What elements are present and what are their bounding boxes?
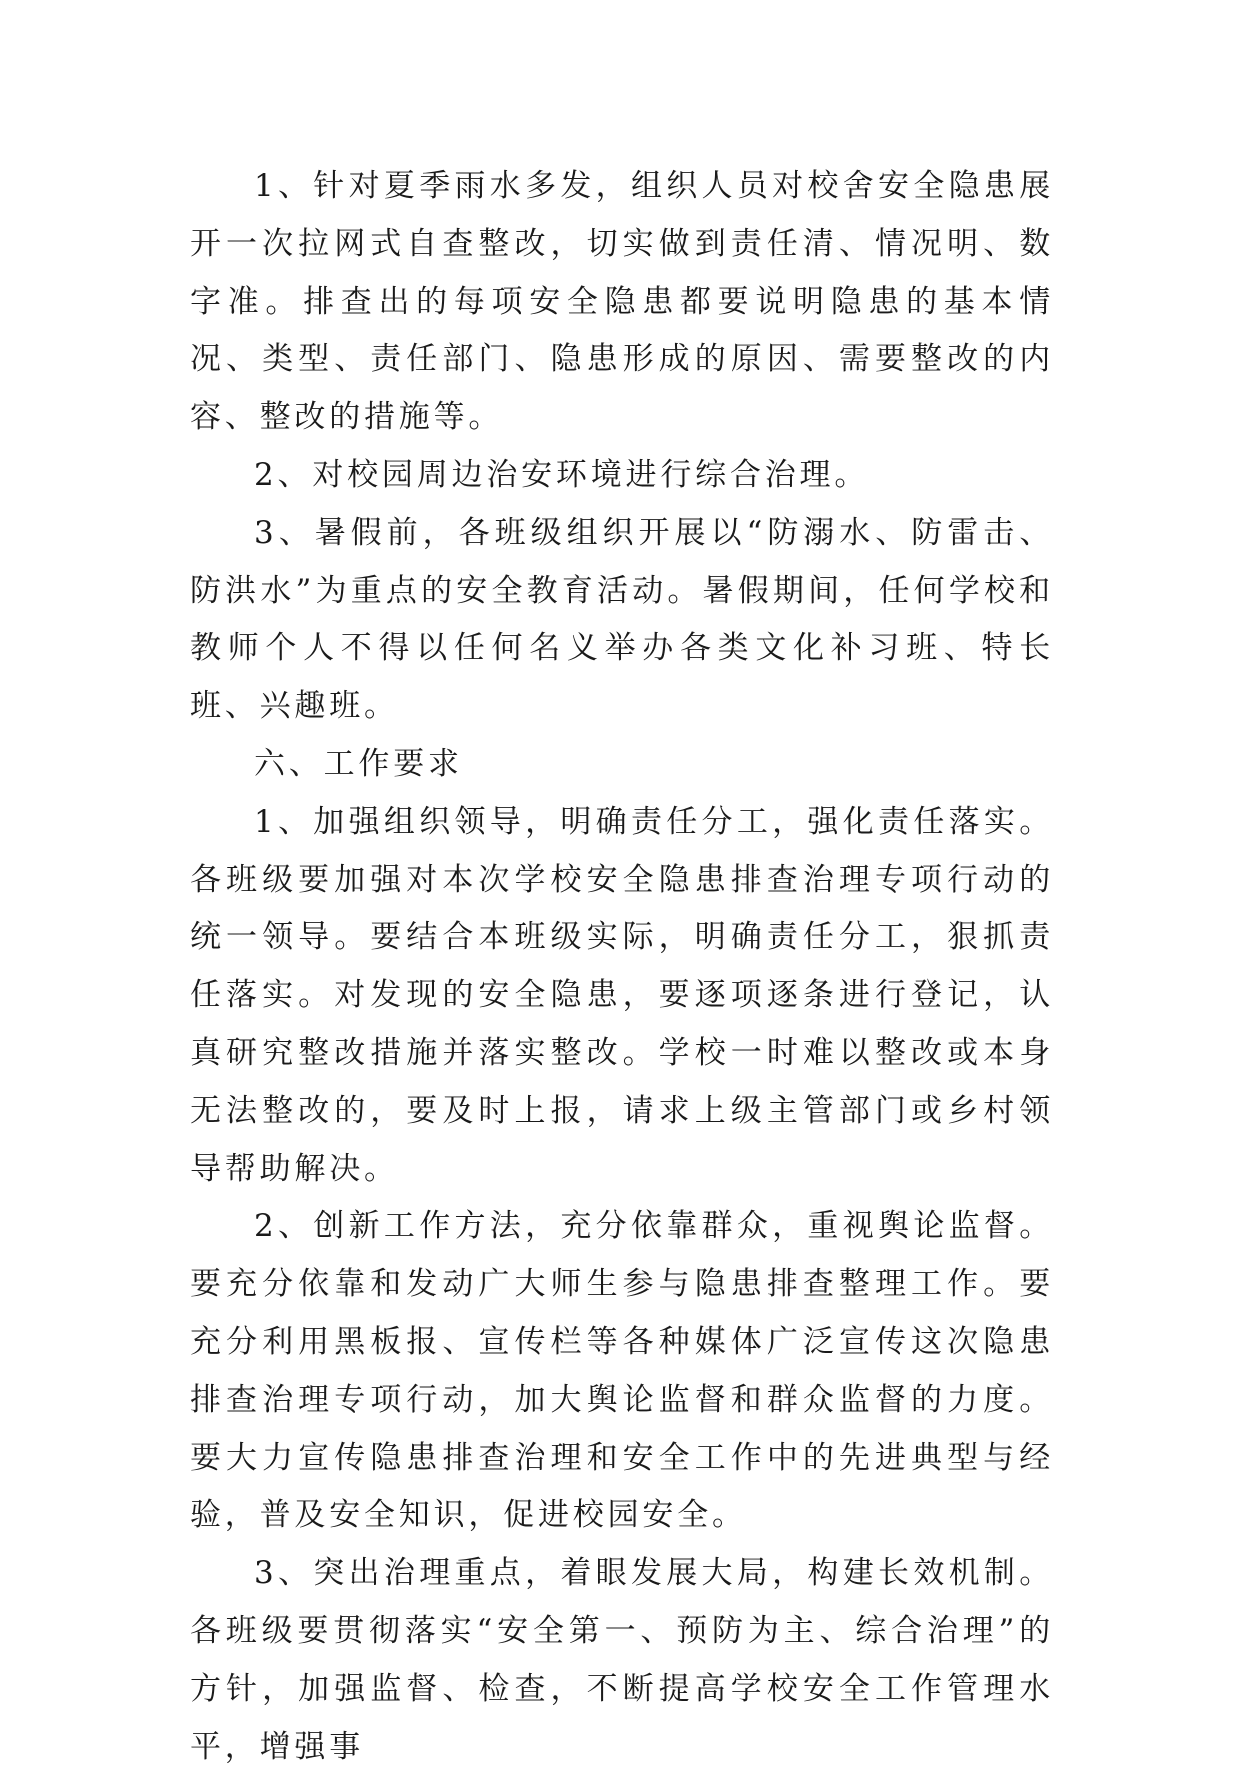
paragraph-governance-focus: 3、突出治理重点，着眼发展大局，构建长效机制。各班级要贯彻落实“安全第一、预防为主、综合治理”的方针，加强监督、检查，不断提高学校安全工作管理水平，增强事 bbox=[190, 1555, 1054, 1765]
paragraph-summer-safety-education: 3、暑假前，各班级组织开展以“防溺水、防雷击、防洪水”为重点的安全教育活动。暑假期间，任何学校和教师个人不得以任何名义举办各类文化补习班、特长班、兴趣班。 bbox=[190, 514, 1054, 725]
paragraph-inspection: 1、针对夏季雨水多发，组织人员对校舍安全隐患展开一次拉网式自查整改，切实做到责任清、情况明、数字准。排查出的每项安全隐患都要说明隐患的基本情况、类型、责任部门、隐患形成的原因、需要整改的内容、整改的措施等。 bbox=[190, 168, 1054, 436]
document-body bbox=[190, 158, 1054, 1776]
paragraph-organization-leadership: 1、加强组织领导，明确责任分工，强化责任落实。各班级要加强对本次学校安全隐患排查治理专项行动的统一领导。要结合本班级实际，明确责任分工，狠抓责任落实。对发现的安全隐患，要逐项逐条进行登记，认真研究整改措施并落实整改。学校一时难以整改或本身无法整改的，要及时上报，请求上级主管部门或乡村领导帮助解决。 bbox=[190, 803, 1054, 1187]
paragraph-work-methods: 2、创新工作方法，充分依靠群众，重视舆论监督。要充分依靠和发动广大师生参与隐患排查整理工作。要充分利用黑板报、宣传栏等各种媒体广泛宣传这次隐患排查治理专项行动，加大舆论监督和群众监督的力度。要大力宣传隐患排查治理和安全工作中的先进典型与经验，普及安全知识，促进校园安全。 bbox=[190, 1208, 1054, 1534]
section-heading-work-requirements: 六、工作要求 bbox=[254, 745, 463, 782]
paragraph-campus-surroundings: 2、对校园周边治安环境进行综合治理。 bbox=[254, 456, 870, 493]
